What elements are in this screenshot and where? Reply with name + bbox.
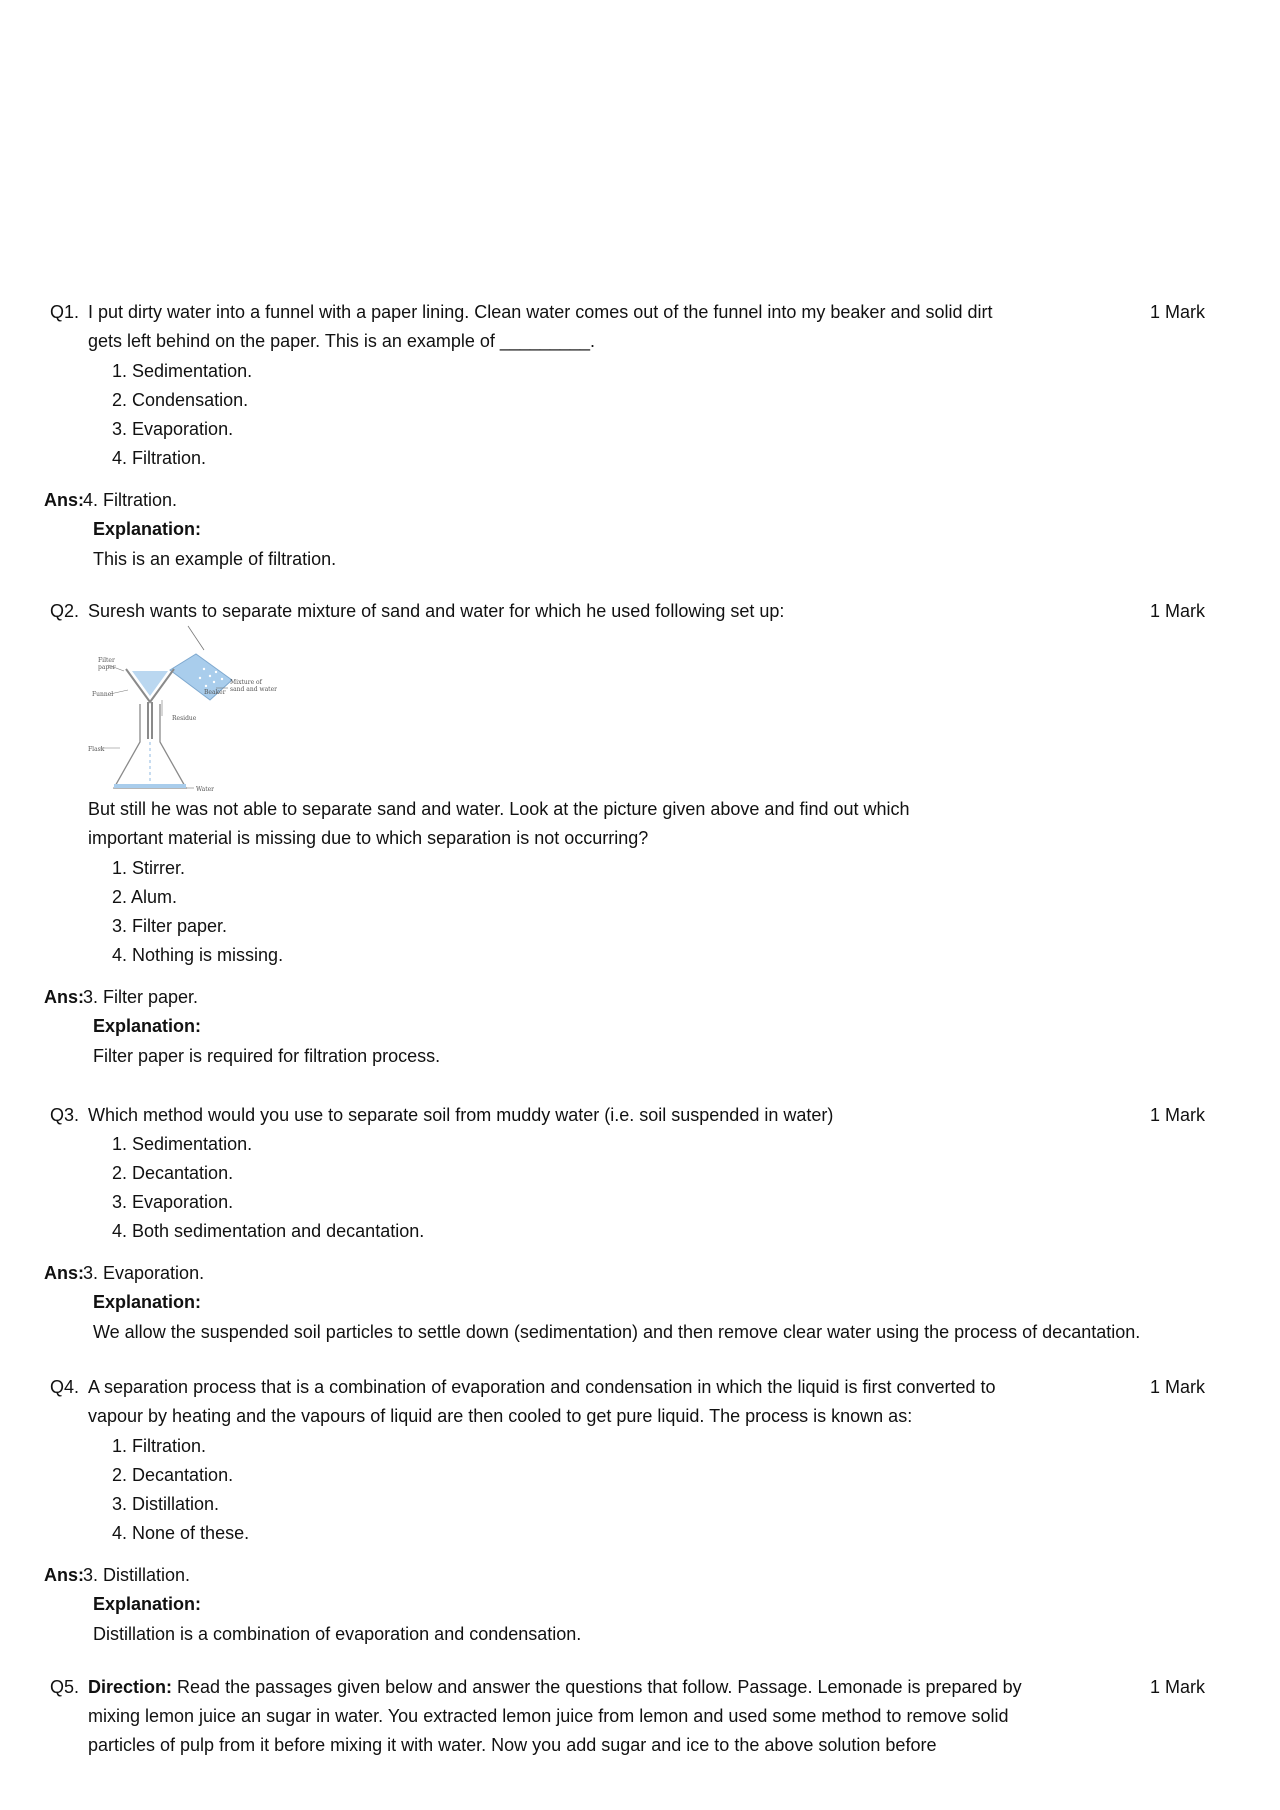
question-text: Suresh wants to separate mixture of sand and water for which he used following set up: [88,601,785,621]
label-water: Water [196,786,215,793]
question-number: Q1. [50,302,80,322]
explanation-label: Explanation: [93,1016,202,1036]
answer-label: Ans: [44,987,84,1007]
explanation-text: Distillation is a combination of evaporation and condensation. [93,1624,582,1644]
option-item: 3. Evaporation. [112,1192,234,1212]
option-item: 1. Filtration. [112,1436,207,1456]
explanation-text: We allow the suspended soil particles to settle down (sedimentation) and then remove clear water using the process of decantation. [93,1322,1141,1342]
label-residue: Residue [172,715,197,722]
label-flask: Flask [88,746,105,753]
option-item: 3. Distillation. [112,1494,220,1514]
option-item: 3. Evaporation. [112,419,234,439]
filtration-setup-figure [86,624,296,799]
answer-text: 3. Filter paper. [83,987,199,1007]
question-text: Which method would you use to separate soil from muddy water (i.e. soil suspended in water) [88,1105,834,1125]
option-item: 4. Both sedimentation and decantation. [112,1221,425,1241]
question-text-continued: But still he was not able to separate sand and water. Look at the picture given above and find out which important material is missing due to which separation is not occurring? [88,799,910,848]
explanation-text: Filter paper is required for filtration process. [93,1046,441,1066]
answer-text: 3. Evaporation. [83,1263,205,1283]
question-number: Q4. [50,1377,80,1397]
option-item: 2. Decantation. [112,1163,234,1183]
label-mixture-1: Mixture of [230,679,262,686]
funnel [126,669,174,739]
direction-text: Read the passages given below and answer the questions that follow. Passage. Lemonade is prepared by mixing lemon juice an sugar in water. You extracted lemon juice from lemon and used some method to remove solid particles of pulp from it before mixing it with water. Now you add sugar and ice to the above solution before [88,1677,1022,1755]
mark-label: 1 Mark [1150,1677,1206,1697]
label-filter-paper-1: Filter [98,657,115,664]
answer-text: 3. Distillation. [83,1565,191,1585]
mark-label: 1 Mark [1150,1105,1206,1125]
question-text: I put dirty water into a funnel with a paper lining. Clean water comes out of the funnel into my beaker and solid dirt gets left behind on the paper. This is an example of _________. [88,302,993,351]
label-beaker: Beaker [204,689,226,696]
option-item: 4. None of these. [112,1523,250,1543]
mark-label: 1 Mark [1150,601,1206,621]
label-mixture-2: sand and water [230,686,278,693]
option-item: 3. Filter paper. [112,916,228,936]
filtration-diagram [86,624,296,794]
explanation-label: Explanation: [93,1594,202,1614]
option-item: 2. Decantation. [112,1465,234,1485]
question-number: Q2. [50,601,80,621]
options-list [112,854,1012,970]
option-item: 1. Sedimentation. [112,361,253,381]
answer-label: Ans: [44,490,84,510]
options-list [112,1432,1012,1548]
question-number: Q3. [50,1105,80,1125]
option-item: 2. Condensation. [112,390,249,410]
option-item: 4. Filtration. [112,448,207,468]
option-item: 2. Alum. [112,887,178,907]
option-item: 1. Stirrer. [112,858,186,878]
explanation-label: Explanation: [93,1292,202,1312]
explanation-text: This is an example of filtration. [93,549,337,569]
answer-text: 4. Filtration. [83,490,178,510]
options-list [112,1130,1012,1246]
mark-label: 1 Mark [1150,302,1206,322]
question-text [88,1673,1038,1760]
option-item: 4. Nothing is missing. [112,945,284,965]
explanation-label: Explanation: [93,519,202,539]
answer-label: Ans: [44,1263,84,1283]
label-funnel: Funnel [92,691,114,698]
question-text: A separation process that is a combination of evaporation and condensation in which the liquid is first converted to vapour by heating and the vapours of liquid are then cooled to get pure liquid. The process is known as: [88,1377,996,1426]
option-item: 1. Sedimentation. [112,1134,253,1154]
label-filter-paper-2: paper [98,664,116,671]
answer-label: Ans: [44,1565,84,1585]
options-list [112,357,1012,473]
mark-label: 1 Mark [1150,1377,1206,1397]
direction-label: Direction: [88,1677,173,1697]
question-number: Q5. [50,1677,80,1697]
